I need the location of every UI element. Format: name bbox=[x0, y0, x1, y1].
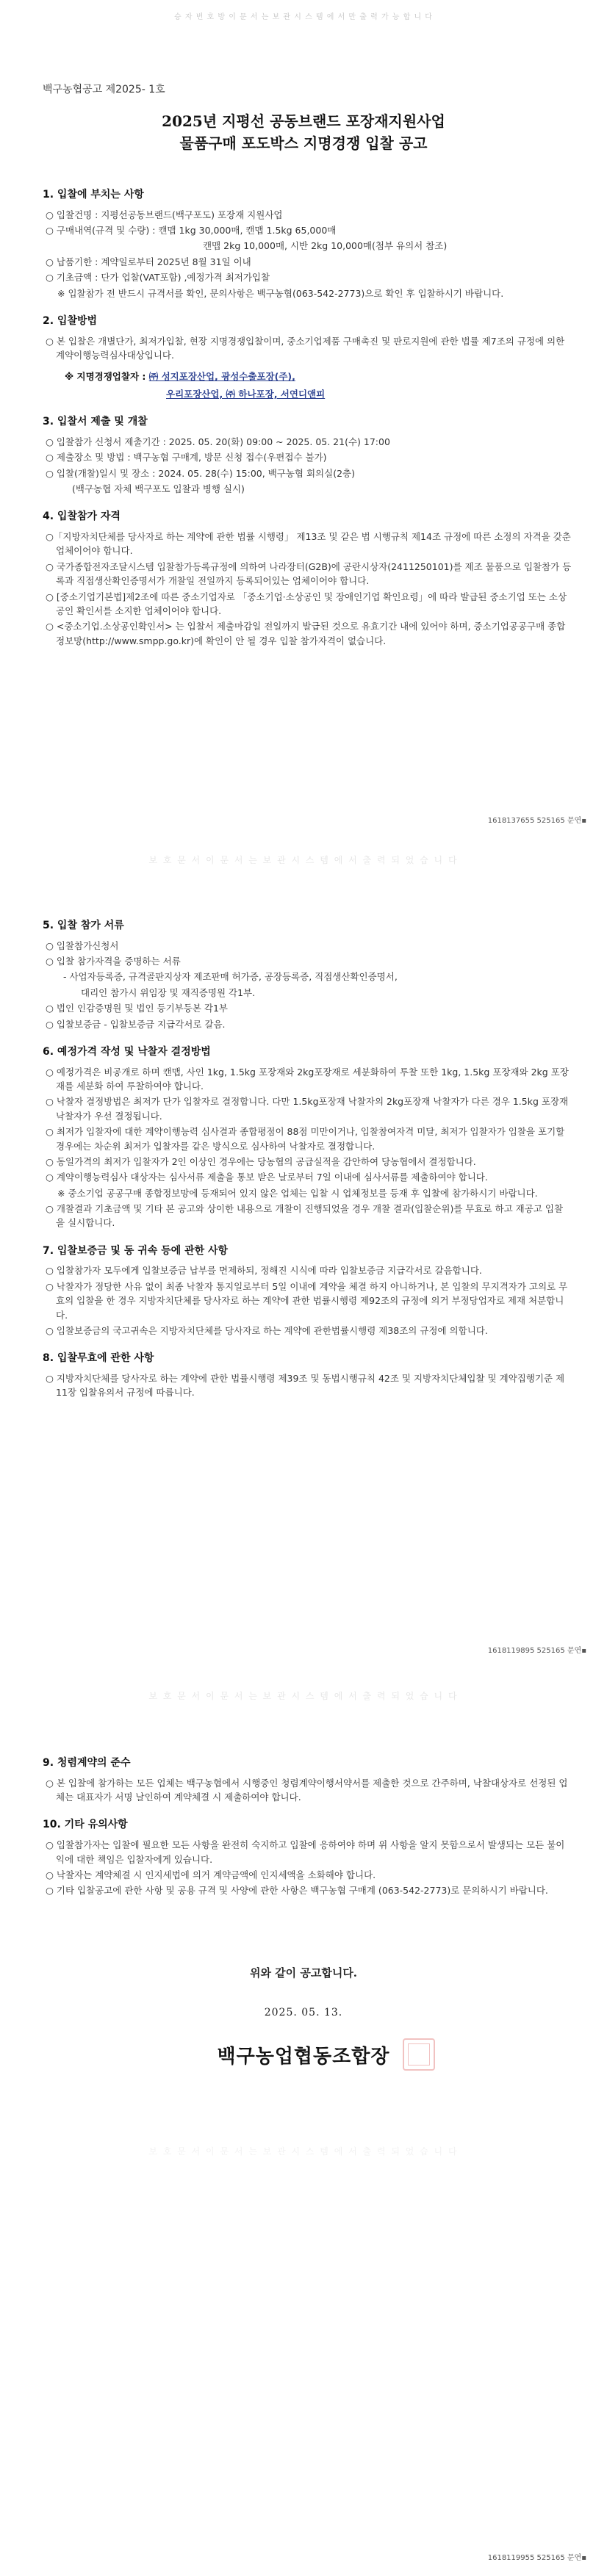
sec10-item: ○ 입찰참가자는 입찰에 필요한 모든 사항을 완전히 숙지하고 입찰에 응하여야 하며 위 사항을 알지 못함으로서 발생되는 모든 불이익에 대한 책임은 입찰자에게 있습니다. bbox=[46, 1839, 565, 1865]
sec1-item: 캔맵 2kg 10,000매, 시반 2kg 10,000매(첨부 유의서 참조) bbox=[203, 240, 448, 252]
page-1 bbox=[0, 0, 607, 837]
section-2-heading: 2. 입찰방법 bbox=[43, 314, 98, 327]
sec7-item: ○ 입찰보증금의 국고귀속은 지방자치단체를 당사자로 하는 계약에 관한법률시행령 제38조의 규정에 의합니다. bbox=[46, 1324, 488, 1336]
main-content-page-3 bbox=[43, 1756, 572, 1899]
header-strip: 승 자 번 호 방 이 문 서 는 보 관 시 스 템 에 서 만 출 력 가 능 합 니 다 bbox=[174, 13, 433, 21]
sec9-item: ○ 본 입찰에 참가하는 모든 업체는 백구농협에서 시행중인 청렴계약이행서약서를 제출한 것으로 간주하며, 낙찰대상자로 선정된 업체는 대표자가 서명 날인하여 계약체결 시 제출하여야 합니다. bbox=[46, 1777, 568, 1803]
sec6-item: ○ 개찰결과 기초금액 및 기타 본 공고와 상이한 내용으로 개찰이 진행되었을 경우 개찰 결과(입찰순위)를 무효로 하고 재공고 입찰을 실시합니다. bbox=[46, 1203, 564, 1229]
sec1-note: ※ 입찰참가 전 반드시 규격서를 확인, 문의사항은 백구농협(063-542-2773)으로 확인 후 입찰하시기 바랍니다. bbox=[57, 287, 504, 299]
sec2-item: ○ 본 입찰은 개별단가, 최저가입찰, 현장 지명경쟁입찰이며, 중소기업제품 구매촉진 및 판로지원에 관한 법률 제7조의 규정에 의한 계약이행능력심사대상입니다. bbox=[46, 335, 565, 361]
sec5-item: ○ 입찰보증금 - 입찰보증금 지급각서로 갈음. bbox=[46, 1018, 226, 1030]
nominated-bidders bbox=[43, 369, 572, 383]
title-line-2: 물품구매 포도박스 지명경쟁 입찰 공고 bbox=[179, 134, 428, 152]
sec5-item: - 사업자등록증, 규격골판지상자 제조판매 허가증, 공장등록증, 직접생산확인증명서, bbox=[63, 971, 398, 983]
footer-code-1: 1618137655 525165 문연▪ bbox=[487, 817, 586, 825]
main-content-page-1 bbox=[43, 187, 572, 649]
sec5-item: ○ 입찰 참가자격을 증명하는 서류 bbox=[46, 956, 181, 967]
sec6-item: ○ 계약이행능력심사 대상자는 심사서류 제출을 통보 받은 날로부터 7일 이내에 심사서류를 제출하여야 합니다. bbox=[46, 1172, 488, 1183]
sec6-item: ○ 예정가격은 비공개로 하며 캔맵, 사인 1kg, 1.5kg 포장재와 2kg포장재로 세분화하여 투찰 또한 1kg, 1.5kg 포장재와 2kg 포장재를 세분화 하여 투찰하여야 합니다. bbox=[46, 1066, 569, 1092]
sec5-item: 대리인 참가시 위임장 및 재직증명원 각1부. bbox=[81, 986, 256, 998]
announcement-date: 2025. 05. 13. bbox=[264, 2007, 343, 2018]
section-7-heading: 7. 입찰보증금 및 동 귀속 등에 관한 사항 bbox=[43, 1244, 229, 1257]
sec7-item: ○ 입찰참가자 모두에게 입찰보증금 납부를 면제하되, 정해진 시식에 따라 입찰보증금 지급각서로 갈음합니다. bbox=[46, 1265, 482, 1277]
page-3 bbox=[0, 1675, 607, 2576]
sec6-note: ※ 중소기업 공공구매 종합정보망에 등재되어 있지 않은 업체는 입찰 시 업체정보를 등재 후 입찰에 참가하시기 바랍니다. bbox=[57, 1187, 538, 1199]
sec4-item: ○ [중소기업기본법]제2조에 따른 중소기업자로 「중소기업·소상공인 및 장애인기업 확인요령」에 따라 발급된 중소기업 또는 소상공인 확인서를 소지한 업체이어야 합니다. bbox=[46, 591, 567, 616]
nominated-bidders-line-1: ㈜ 성지포장산업, 광성수출포장(주), bbox=[148, 371, 295, 383]
sec3-item: ○ 입찰참가 신청서 제출기간 : 2025. 05. 20(화) 09:00 ~ 2025. 05. 21(수) 17:00 bbox=[46, 436, 390, 447]
sec6-item: ○ 낙찰자 결정방법은 최저가 단가 입찰자로 결정합니다. 다만 1.5kg포장재 낙찰자의 2kg포장재 낙찰자가 다른 경우 1.5kg 포장재 낙찰자가 우선 결정됩니다. bbox=[46, 1096, 569, 1122]
section-5-heading: 5. 입찰 참가 서류 bbox=[43, 920, 124, 931]
footer-code-3: 1618119955 525165 문연▪ bbox=[487, 2554, 586, 2562]
closing-statement: 위와 같이 공고합니다. bbox=[249, 1966, 358, 1980]
section-8-heading: 8. 입찰무효에 관한 사항 bbox=[43, 1352, 154, 1365]
section-4-heading: 4. 입찰참가 자격 bbox=[43, 510, 121, 523]
page-2 bbox=[0, 837, 607, 1675]
sec7-item: ○ 낙찰자가 정당한 사유 없이 최종 낙찰자 통지일로부터 5일 이내에 계약을 체결 하지 아니하거나, 본 입찰의 무지격자가 고의로 무효의 입찰을 한 경우 지방자치단체를 당사자로 하는 계약에 관한 법률시행령 제92조의 규정에 의거 부정당업자로 제재 처분합니다. bbox=[46, 1280, 568, 1321]
section-9-heading: 9. 청렴계약의 준수 bbox=[43, 1757, 131, 1769]
page-watermark-mid: 보 호 문 서 이 문 서 는 보 관 시 스 템 에 서 출 력 되 었 습 니 다 bbox=[148, 2146, 459, 2157]
sec3-item: ○ 입찰(개찰)일시 및 장소 : 2024. 05. 28(수) 15:00, 백구농협 회의실(2층) bbox=[46, 467, 355, 479]
nominated-bidders-cont bbox=[43, 387, 572, 401]
official-seal-icon bbox=[403, 2038, 435, 2071]
sec3-item: ○ 제출장소 및 방법 : 백구농협 구매계, 방문 신청 접수(우편접수 불가) bbox=[46, 452, 327, 463]
main-content-page-2 bbox=[43, 918, 572, 1401]
sec1-item: ○ 납품기한 : 계약일로부터 2025년 8월 31일 이내 bbox=[46, 256, 251, 267]
footer-code-2: 1618119895 525165 문연▪ bbox=[487, 1647, 586, 1655]
section-6-heading: 6. 예정가격 작성 및 낙찰자 결정방법 bbox=[43, 1045, 211, 1058]
sec5-item: ○ 법인 인감증명원 및 법인 등기부등본 각1부 bbox=[46, 1003, 228, 1014]
sec5-item: ○ 입찰참가신청서 bbox=[46, 939, 119, 951]
sec8-item: ○ 지방자치단체를 당사자로 하는 계약에 관한 법률시행령 제39조 및 동법시행규칙 42조 및 지방자치단체입찰 및 계약집행기준 제11장 입찰유의서 규정에 따릅니다. bbox=[46, 1373, 565, 1399]
sec10-item: ○ 기타 입찰공고에 관한 사항 및 공용 규격 및 사양에 관한 사항은 백구농협 구매계 (063-542-2773)로 문의하시기 바랍니다. bbox=[46, 1885, 548, 1897]
sec3-item: (백구농협 자체 백구포도 입찰과 병행 실시) bbox=[72, 483, 245, 494]
page-watermark-top: 보 호 문 서 이 문 서 는 보 관 시 스 템 에 서 출 력 되 었 습 니 다 bbox=[148, 1691, 459, 1701]
sec1-item: ○ 구매내역(규격 및 수량) : 캔맵 1kg 30,000매, 캔맵 1.5kg 65,000매 bbox=[46, 225, 337, 237]
section-3-heading: 3. 입찰서 제출 및 개찰 bbox=[43, 416, 148, 428]
sec1-item bbox=[43, 270, 572, 284]
sec6-item: ○ 동일가격의 최저가 입찰자가 2인 이상인 경우에는 당농협의 공급실적을 감안하여 당농협에서 결정합니다. bbox=[46, 1155, 476, 1167]
section-10-heading: 10. 기타 유의사항 bbox=[43, 1819, 128, 1831]
section-1-heading: 1. 입찰에 부치는 사항 bbox=[43, 189, 144, 201]
sec1-item: ○ 입찰건명 : 지평선공동브랜드(백구포도) 포장재 지원사업 bbox=[46, 209, 283, 220]
sec4-item: ○「지방자치단체를 당사자로 하는 계약에 관한 법률 시행령」 제13조 및 같은 법 시행규칙 제14조 규정에 따른 소정의 자격을 갖춘 업체이어야 합니다. bbox=[46, 531, 571, 557]
page-watermark-top: 보 호 문 서 이 문 서 는 보 관 시 스 템 에 서 출 력 되 었 습 니 다 bbox=[148, 855, 459, 865]
issuer-name: 백구농업협동조합장 bbox=[217, 2046, 390, 2068]
sec10-item: ○ 낙찰자는 계약체결 시 인지세법에 의거 계약금액에 인지세액을 소화해야 합니다. bbox=[46, 1869, 376, 1880]
title-line-1: 2025년 지평선 공동브랜드 포장재지원사업 bbox=[162, 112, 445, 130]
sec4-item: ○ 국가종합전자조달시스템 입찰참가등록규정에 의하여 나라장터(G2B)에 공란시상자(2411250101)를 제조 물품으로 입찰참가 등록과 직접생산확인증명서가 개찰일 전일까지 등록되어있는 업체이어야 합니다. bbox=[46, 560, 572, 587]
base-price-text: ○ 기초금액 : 단가 업찰(VAT포함) ,예정가격 최저가입찰 bbox=[46, 272, 270, 284]
nominated-bidders-label: ※ 지명경쟁업찰자 : bbox=[65, 371, 146, 383]
sec6-item: ○ 최저가 입찰자에 대한 계약이행능력 심사결과 종합평점이 88점 미만이거나, 입찰참여자격 미달, 최저가 입찰자가 입찰을 포기할 경우에는 차순위 최저가 입찰자를 같은 방식으로 심사하여 낙찰자로 결정합니다. bbox=[46, 1126, 565, 1152]
sec4-item: ○ <중소기업.소상공인확인서> 는 입찰서 제출마감일 전일까지 발급된 것으로 유효기간 내에 있어야 하며, 중소기업공공구매 종합정보망(http://www.smpp.go.kr)에 확인이 안 될 경우 입찰 참가자격이 없습니다. bbox=[46, 621, 566, 646]
nominated-bidders-line-2: 우리포장산업, ㈜ 하나포장, 서연디앤피 bbox=[166, 388, 326, 400]
document-number: 백구농협공고 제2025- 1호 bbox=[43, 84, 165, 95]
